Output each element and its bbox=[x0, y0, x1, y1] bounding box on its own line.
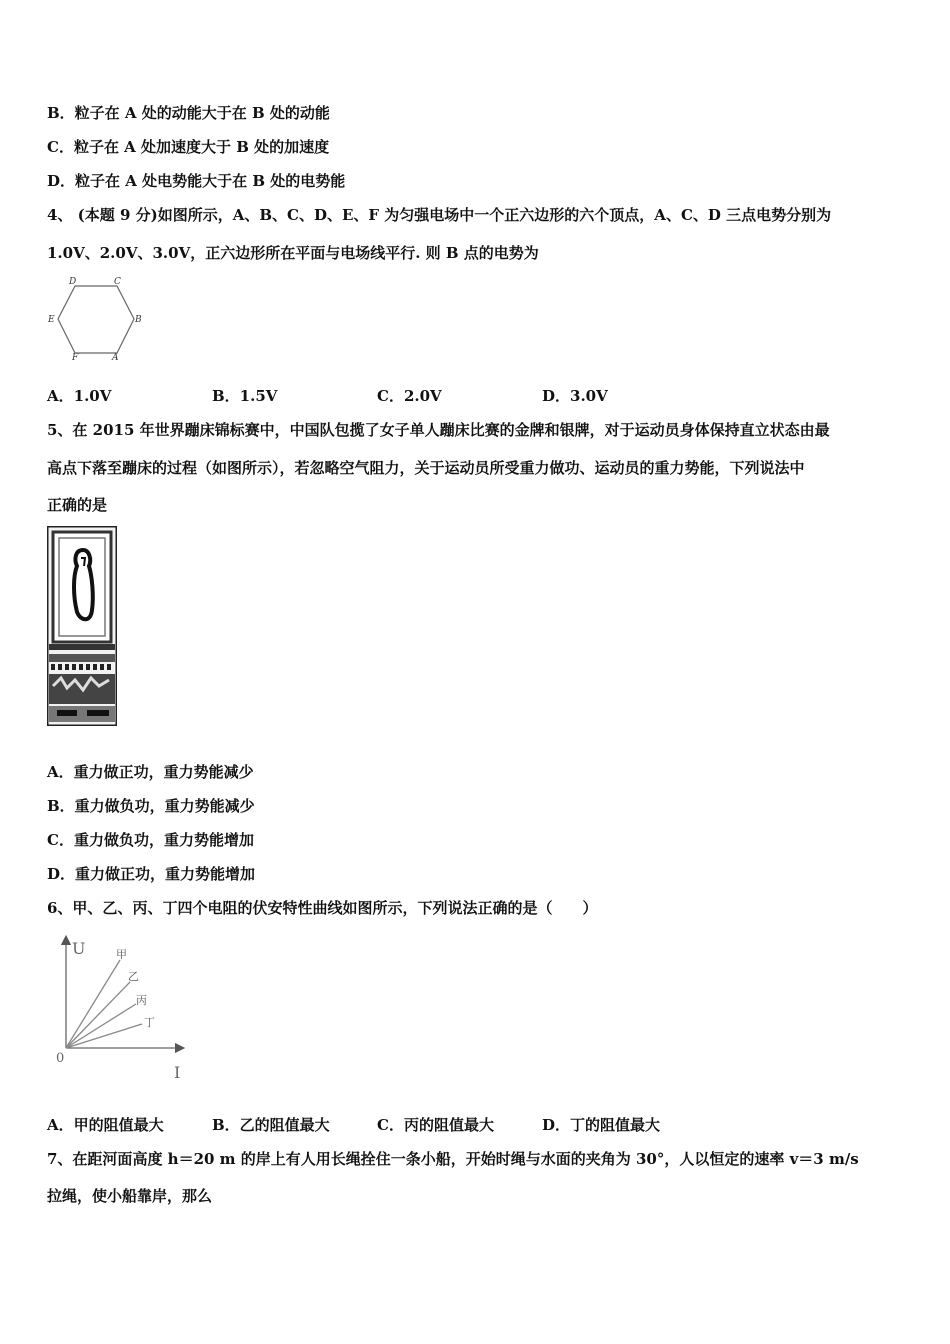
q6-stem-line1: 6、甲、乙、丙、丁四个电阻的伏安特性曲线如图所示，下列说法正确的是（ ） bbox=[47, 899, 598, 917]
vertex-label-c: C bbox=[114, 277, 121, 287]
hexagon-shape bbox=[58, 286, 134, 353]
q3-option-b: B．粒子在 A 处的动能大于在 B 处的动能 bbox=[47, 104, 330, 122]
q4-option-a: A．1.0V bbox=[47, 387, 112, 405]
q6-option-b: B．乙的阻值最大 bbox=[212, 1116, 330, 1134]
q4-option-b: B．1.5V bbox=[212, 387, 278, 405]
vertex-label-d: D bbox=[69, 277, 77, 287]
label-ding: 丁 bbox=[144, 1016, 155, 1029]
q4-stem-line1: 4、 (本题 9 分)如图所示，A、B、C、D、E、F 为匀强电场中一个正六边形的六个顶点，A、C、D 三点电势分别为 bbox=[47, 206, 832, 224]
q6-option-a: A．甲的阻值最大 bbox=[47, 1116, 164, 1134]
q5-stem-line2: 高点下落至蹦床的过程（如图所示），若忽略空气阻力，关于运动员所受重力做功、运动员的重力势能，下列说法中 bbox=[47, 459, 805, 477]
q5-option-d: D．重力做正功，重力势能增加 bbox=[47, 865, 256, 883]
vertex-label-f: F bbox=[72, 353, 79, 363]
label-yi: 乙 bbox=[128, 970, 139, 983]
vertex-label-a: A bbox=[112, 353, 119, 363]
q6-option-c: C．丙的阻值最大 bbox=[377, 1116, 494, 1134]
origin-label: 0 bbox=[56, 1051, 65, 1066]
y-axis-label: U bbox=[72, 939, 86, 958]
vertex-label-e: E bbox=[48, 315, 55, 325]
x-axis-label: I bbox=[174, 1063, 181, 1082]
q5-option-a: A．重力做正功，重力势能减少 bbox=[47, 763, 254, 781]
q5-option-b: B．重力做负功，重力势能减少 bbox=[47, 797, 255, 815]
q3-option-c: C．粒子在 A 处加速度大于 B 处的加速度 bbox=[47, 138, 330, 156]
label-jia: 甲 bbox=[116, 948, 127, 961]
q4-stem-line2: 1.0V、2.0V、3.0V，正六边形所在平面与电场线平行. 则 B 点的电势为 bbox=[47, 244, 539, 262]
q5-stem-line1: 5、在 2015 年世界蹦床锦标赛中，中国队包揽了女子单人蹦床比赛的金牌和银牌，对于运动员身体保持直立状态由最 bbox=[47, 421, 830, 439]
vertex-label-b: B bbox=[135, 315, 142, 325]
label-bing: 丙 bbox=[136, 994, 147, 1007]
q5-option-c: C．重力做负功，重力势能增加 bbox=[47, 831, 254, 849]
q4-option-c: C．2.0V bbox=[377, 387, 442, 405]
q7-stem-line2: 拉绳，使小船靠岸，那么 bbox=[47, 1187, 213, 1205]
iv-graph bbox=[50, 930, 190, 1085]
trampoline-photo bbox=[47, 526, 117, 726]
line-jia bbox=[66, 960, 120, 1048]
q6-option-d: D．丁的阻值最大 bbox=[542, 1116, 661, 1134]
q5-stem-line3: 正确的是 bbox=[47, 496, 108, 514]
q7-stem-line1: 7、在距河面高度 h＝20 m 的岸上有人用长绳拴住一条小船，开始时绳与水面的夹角为 30°，人以恒定的速率 v＝3 m/s bbox=[47, 1150, 859, 1168]
line-bing bbox=[66, 1004, 136, 1048]
hexagon-figure bbox=[45, 272, 150, 364]
q3-option-d: D．粒子在 A 处电势能大于在 B 处的电势能 bbox=[47, 172, 346, 190]
q4-option-d: D．3.0V bbox=[542, 387, 608, 405]
